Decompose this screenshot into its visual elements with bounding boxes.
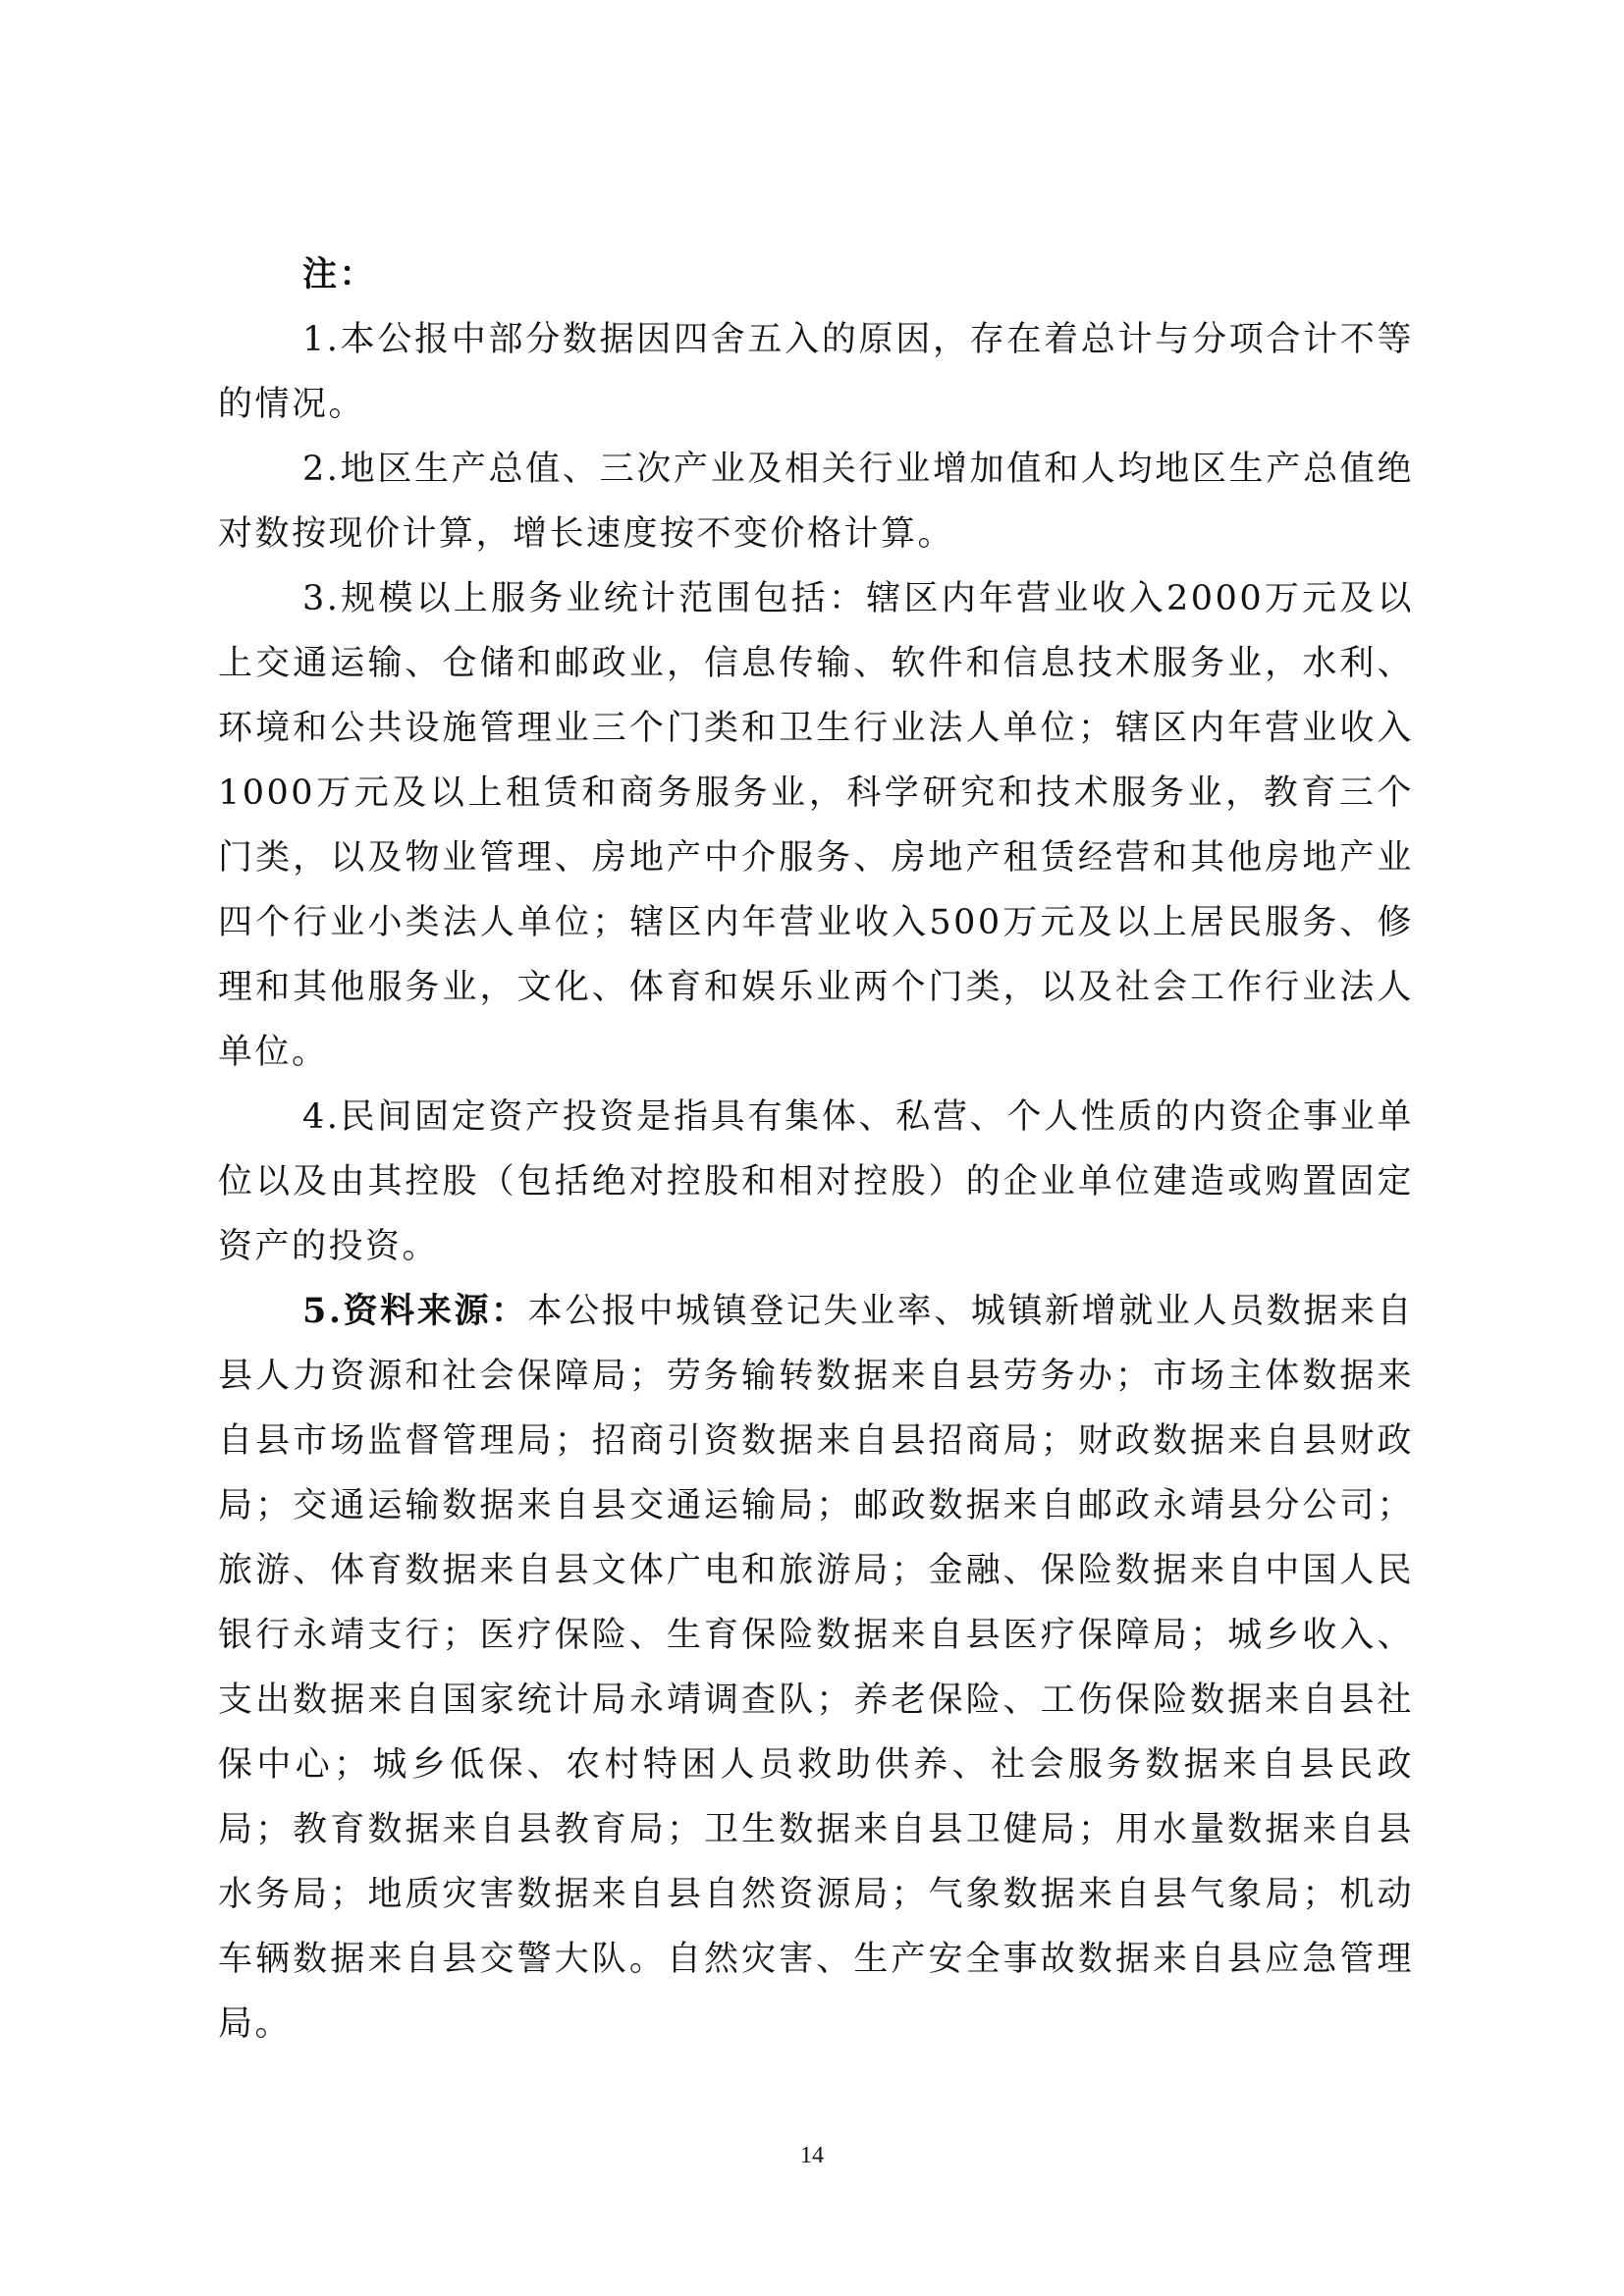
note-item-4 <box>218 1085 1414 1279</box>
note-item-1 <box>218 307 1414 437</box>
note-item-1-text: 1.本公报中部分数据因四舍五入的原因，存在着总计与分项合计不等的情况。 <box>218 320 1414 424</box>
note-item-5-text: 本公报中城镇登记失业率、城镇新增就业人员数据来自县人力资源和社会保障局；劳务输转数据来自县劳务办；市场主体数据来自县市场监督管理局；招商引资数据来自县招商局；财政数据来自县财政局；交通运输数据来自县交通运输局；邮政数据来自邮政永靖县分公司；旅游、体育数据来自县文体广电和旅游局；金融、保险数据来自中国人民银行永靖支行；医疗保险、生育保险数据来自县医疗保障局；城乡收入、支出数据来自国家统计局永靖调查队；养老保险、工伤保险数据来自县社保中心；城乡低保、农村特困人员救助供养、社会服务数据来自县民政局；教育数据来自县教育局；卫生数据来自县卫健局；用水量数据来自县水务局；地质灾害数据来自县自然资源局；气象数据来自县气象局；机动车辆数据来自县交警大队。自然灾害、生产安全事故数据来自县应急管理局。 <box>218 1292 1414 2044</box>
note-item-4-text: 4.民间固定资产投资是指具有集体、私营、个人性质的内资企事业单位以及由其控股（包括绝对控股和相对控股）的企业单位建造或购置固定资产的投资。 <box>218 1097 1414 1266</box>
page-number: 14 <box>800 2143 824 2168</box>
note-item-3 <box>218 566 1414 1085</box>
note-item-5-label: 5.资料来源： <box>302 1291 528 1331</box>
note-item-3-text: 3.规模以上服务业统计范围包括：辖区内年营业收入2000万元及以上交通运输、仓储和邮政业，信息传输、软件和信息技术服务业，水利、环境和公共设施管理业三个门类和卫生行业法人单位；辖区内年营业收入1000万元及以上租赁和商务服务业，科学研究和技术服务业，教育三个门类，以及物业管理、房地产中介服务、房地产租赁经营和其他房地产业四个行业小类法人单位；辖区内年营业收入500万元及以上居民服务、修理和其他服务业，文化、体育和娱乐业两个门类，以及社会工作行业法人单位。 <box>218 579 1414 1072</box>
note-item-5 <box>218 1279 1414 2056</box>
note-item-2 <box>218 437 1414 566</box>
note-item-2-text: 2.地区生产总值、三次产业及相关行业增加值和人均地区生产总值绝对数按现价计算，增长速度按不变价格计算。 <box>218 450 1414 554</box>
notes-heading: 注： <box>302 254 377 294</box>
notes-section <box>218 242 1414 2056</box>
